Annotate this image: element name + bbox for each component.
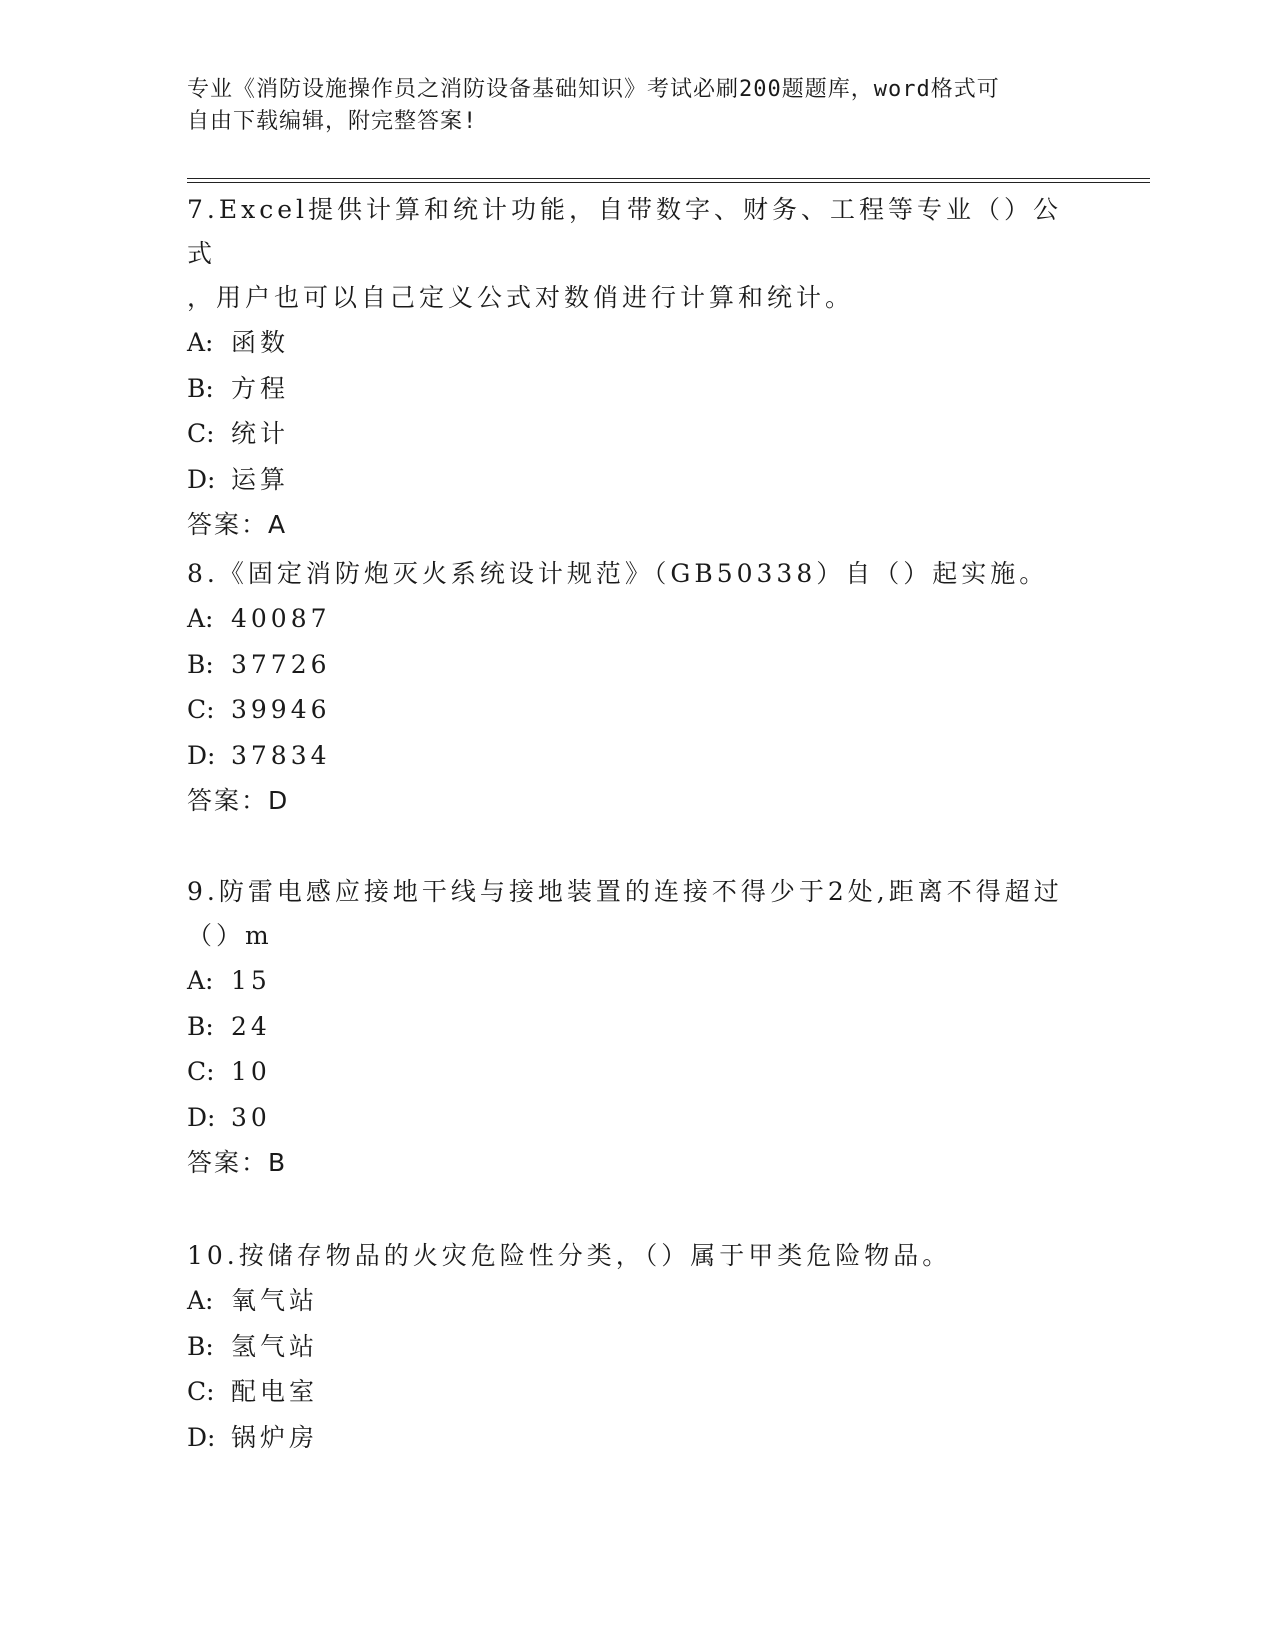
- option-text: 统计: [231, 419, 290, 448]
- option-tag: D:: [187, 1102, 216, 1132]
- question-stem-line-2: （）m: [187, 921, 273, 950]
- option-b: [187, 1324, 1087, 1370]
- option-a: [187, 320, 1087, 366]
- option-b: [187, 366, 1087, 412]
- question-7: [187, 188, 1087, 547]
- question-stem-line-2: ，用户也可以自己定义公式对数俏进行计算和统计。: [187, 283, 855, 312]
- option-a: [187, 596, 1087, 642]
- option-text: 氢气站: [231, 1331, 319, 1361]
- option-tag: C:: [187, 1377, 215, 1406]
- option-tag: A:: [187, 328, 214, 357]
- option-tag: B:: [187, 373, 214, 403]
- header-line-2: 自由下载编辑，附完整答案!: [187, 109, 478, 134]
- option-b: [187, 642, 1087, 688]
- option-tag: C:: [187, 695, 215, 724]
- option-d: [187, 733, 1087, 779]
- option-text: 40087: [231, 604, 331, 633]
- option-tag: D:: [187, 464, 216, 494]
- question-10: [187, 1234, 1087, 1460]
- question-stem-line-1: 7.Excel提供计算和统计功能，自带数字、财务、工程等专业（）公式: [187, 195, 1062, 268]
- option-tag: A:: [187, 604, 214, 633]
- option-tag: A:: [187, 1286, 214, 1315]
- option-c: [187, 411, 1087, 457]
- document-header: [187, 74, 1087, 138]
- header-divider-top: [187, 178, 1150, 179]
- option-text: 37834: [231, 740, 331, 770]
- option-text: 15: [231, 966, 271, 995]
- option-tag: D:: [187, 740, 216, 770]
- question-stem-line-1: 9.防雷电感应接地干线与接地装置的连接不得少于2处,距离不得超过: [187, 877, 1063, 906]
- option-text: 24: [231, 1011, 271, 1041]
- answer-line: 答案：B: [187, 1148, 288, 1177]
- option-text: 39946: [231, 695, 331, 724]
- option-text: 方程: [231, 373, 290, 403]
- option-text: 37726: [231, 649, 331, 679]
- option-text: 30: [231, 1102, 271, 1132]
- option-d: [187, 457, 1087, 503]
- option-text: 氧气站: [231, 1286, 319, 1315]
- option-tag: B:: [187, 1011, 214, 1041]
- option-tag: B:: [187, 649, 214, 679]
- option-b: [187, 1004, 1087, 1050]
- option-text: 函数: [231, 328, 290, 357]
- answer-line: 答案：D: [187, 786, 290, 815]
- question-8: [187, 552, 1087, 823]
- option-tag: C:: [187, 419, 215, 448]
- option-c: [187, 1369, 1087, 1415]
- question-9: [187, 870, 1087, 1185]
- option-a: [187, 958, 1087, 1004]
- option-c: [187, 1049, 1087, 1095]
- option-tag: A:: [187, 966, 214, 995]
- option-d: [187, 1095, 1087, 1141]
- option-a: [187, 1278, 1087, 1324]
- option-text: 锅炉房: [231, 1422, 319, 1452]
- header-line-1: 专业《消防设施操作员之消防设备基础知识》考试必刷200题题库，word格式可: [187, 77, 1000, 102]
- option-tag: C:: [187, 1057, 215, 1086]
- option-tag: D:: [187, 1422, 216, 1452]
- question-stem-line-1: 8.《固定消防炮灭火系统设计规范》（GB50338）自（）起实施。: [187, 559, 1049, 588]
- header-divider-bottom: [187, 182, 1150, 183]
- answer-line: 答案：A: [187, 510, 288, 539]
- option-text: 配电室: [231, 1377, 319, 1406]
- option-text: 10: [231, 1057, 271, 1086]
- option-text: 运算: [231, 464, 290, 494]
- option-tag: B:: [187, 1331, 214, 1361]
- question-stem-line-1: 10.按储存物品的火灾危险性分类，（）属于甲类危险物品。: [187, 1241, 952, 1270]
- option-d: [187, 1415, 1087, 1461]
- option-c: [187, 687, 1087, 733]
